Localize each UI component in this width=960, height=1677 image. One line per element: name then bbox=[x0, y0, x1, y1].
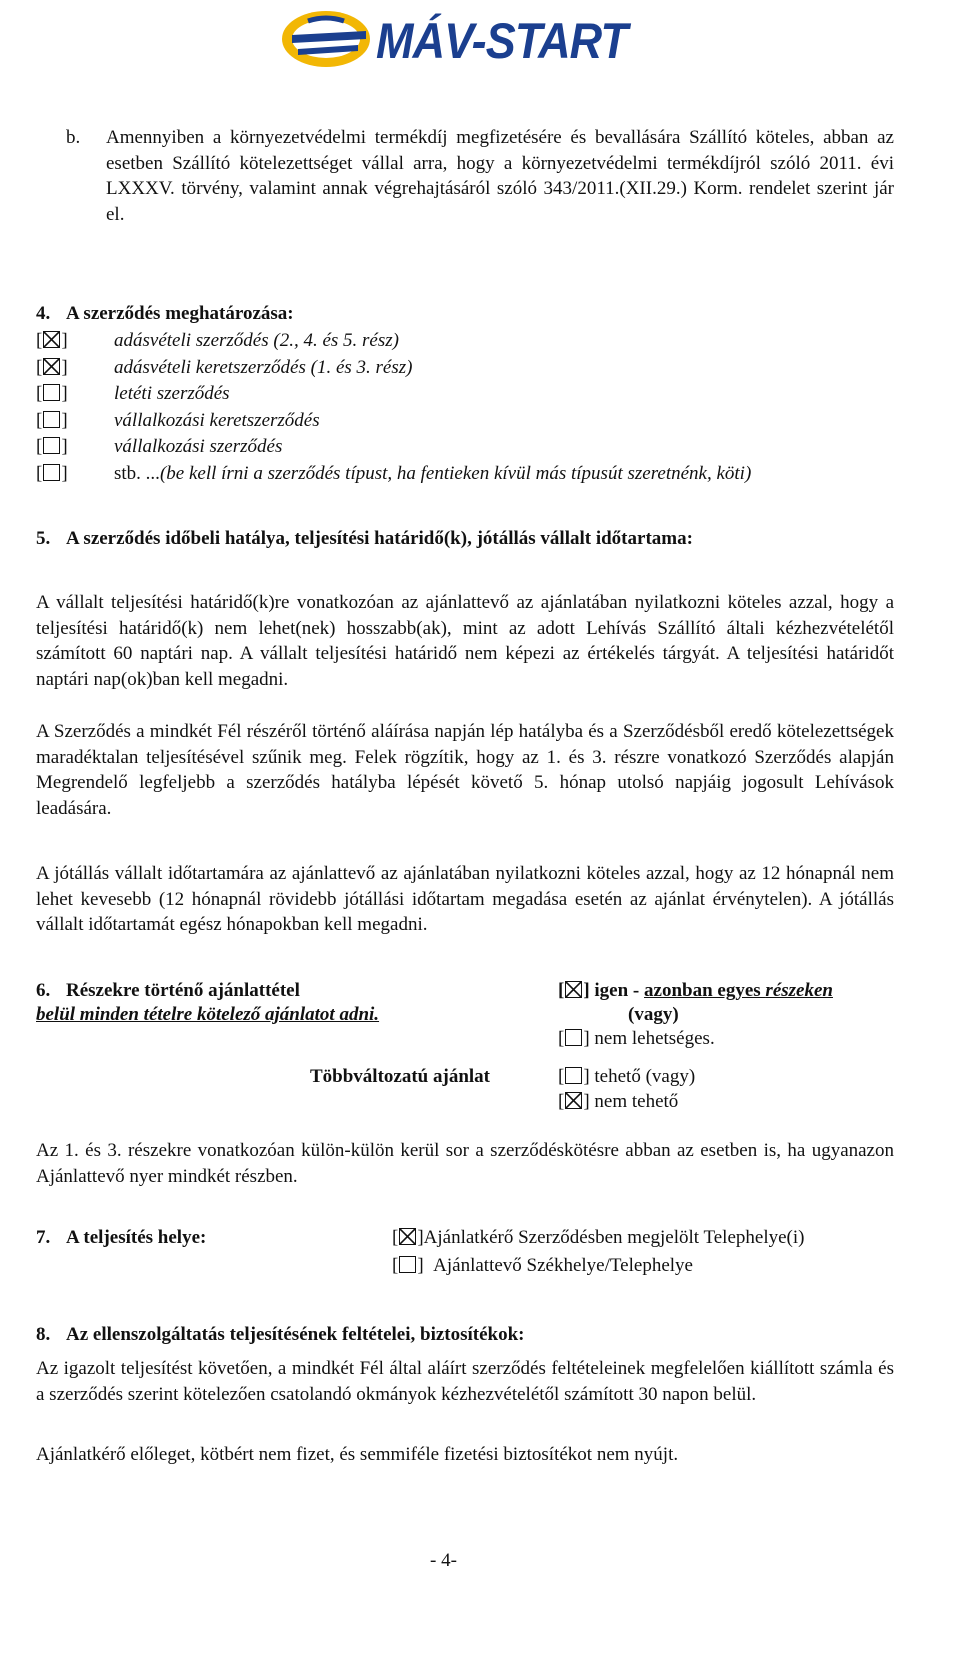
checkbox-checked[interactable] bbox=[43, 331, 60, 348]
part-bid-option-no: [ ] nem lehetséges. bbox=[558, 1028, 715, 1049]
option-label: letéti szerződés bbox=[114, 383, 230, 404]
section-8-number: 8. bbox=[36, 1324, 51, 1345]
item-b-marker: b. bbox=[66, 127, 81, 148]
other-label: (be kell írni a szerződés típust, ha fentieken kívül más típusút szeretnénk, köti) bbox=[159, 463, 752, 484]
multi-variant-title: Többváltozatú ajánlat bbox=[310, 1066, 490, 1087]
vagy-label: (vagy) bbox=[628, 1004, 679, 1025]
page-number: - 4- bbox=[430, 1550, 457, 1571]
option-row-other: [ ] stb. ...(be kell írni a szerződés típust, ha fentieken kívül más típusút szeretnénk, köti) bbox=[36, 463, 752, 484]
place-option-2: [ ] Ajánlattevő Székhelye/Telephelye bbox=[392, 1255, 693, 1276]
checkbox-empty[interactable] bbox=[399, 1256, 416, 1273]
checkbox-empty[interactable] bbox=[43, 464, 60, 481]
option-row: [ ] letéti szerződés bbox=[36, 381, 68, 407]
section-7-number: 7. bbox=[36, 1227, 51, 1248]
checkbox-empty[interactable] bbox=[565, 1067, 582, 1084]
part-bid-option-yes: [ ] igen - azonban egyes részeken bbox=[558, 980, 833, 1001]
other-prefix: stb. ... bbox=[114, 463, 160, 484]
option-row: [ ] vállalkozási szerződés bbox=[36, 434, 68, 460]
logo-text: MÁV-START bbox=[376, 13, 628, 69]
section-8-p1: Az igazolt teljesítést követően, a mindkét Fél által aláírt szerződés feltételeinek megfelelően kiállított számla és a szerződés szerint kötelezően csatolandó okmányok kézhezvételétől számított 30 napon belül. bbox=[36, 1358, 894, 1405]
checkbox-checked[interactable] bbox=[399, 1228, 416, 1245]
section-4-title: A szerződés meghatározása: bbox=[66, 303, 294, 324]
section-5-number: 5. bbox=[36, 528, 51, 549]
section-5-p3: A jótállás vállalt időtartamára az ajánlattevő az ajánlatában nyilatkozni köteles azzal, hogy az 12 hónapnál nem lehet kevesebb (12 hónapnál rövidebb jótállási időtartam megadása esetén az ajánlat érvénytelen). A jótállás vállalt időtartamát egész hónapokban kell megadni. bbox=[36, 863, 894, 935]
option-row: [ ] adásvételi keretszerződés (1. és 3. rész) bbox=[36, 355, 68, 381]
section-6-title: Részekre történő ajánlattétel bbox=[66, 980, 300, 1001]
checkbox-empty[interactable] bbox=[43, 437, 60, 454]
option-label: vállalkozási keretszerződés bbox=[114, 410, 320, 431]
item-b-text: Amennyiben a környezetvédelmi termékdíj megfizetésére és bevallására Szállító köteles, abban az esetben Szállító kötelezettséget vállal arra, hogy a környezetvédelmi termékdíjról szóló 2011. évi LXXXV. törvény, valamint annak végrehajtásáról szóló 343/2011.(XII.29.) Korm. rendelet szerint jár el. bbox=[106, 127, 894, 225]
section-5-p1: A vállalt teljesítési határidő(k)re vonatkozóan az ajánlattevő az ajánlatában nyilatkozni köteles azzal, hogy a teljesítési határidő(k) nem lehet(nek) hosszabb(ak), mint az adott Lehívás Szállító általi kézhezvételétől számított 60 naptári nap. A vállalt teljesítési határidő nem képezi az értékelés tárgyát. A teljesítési határidőt naptári nap(ok)ban kell megadni. bbox=[36, 592, 894, 690]
multi-variant-option-yes: [ ] tehető (vagy) bbox=[558, 1066, 696, 1087]
section-8-title: Az ellenszolgáltatás teljesítésének feltételei, biztosítékok: bbox=[66, 1324, 525, 1345]
section-6-title-line2: belül minden tételre kötelező ajánlatot adni. bbox=[36, 1004, 380, 1025]
section-6-note: Az 1. és 3. részekre vonatkozóan külön-külön kerül sor a szerződéskötésre abban az esetben is, ha ugyanazon Ajánlattevő nyer mindkét részben. bbox=[36, 1140, 894, 1187]
option-label: adásvételi keretszerződés (1. és 3. rész) bbox=[114, 357, 413, 378]
option-row: [ ] adásvételi szerződés (2., 4. és 5. rész) bbox=[36, 328, 68, 354]
section-5-p2: A Szerződés a mindkét Fél részéről történő aláírása napján lép hatályba és a Szerződésből eredő kötelezettségek maradéktalan teljesítésével szűnik meg. Felek rögzítik, hogy az 1. és 3. részre vonatkozó Szerződés alapján Megrendelő legfeljebb a szerződés hatályba lépését követő 5. hónap utolsó napjáig jogosult Lehívások leadására. bbox=[36, 721, 894, 819]
checkbox-empty[interactable] bbox=[43, 384, 60, 401]
checkbox-checked[interactable] bbox=[565, 981, 582, 998]
checkbox-empty[interactable] bbox=[43, 411, 60, 428]
section-8-p2: Ajánlatkérő előleget, kötbért nem fizet, és semmiféle fizetési biztosítékot nem nyújt. bbox=[36, 1444, 679, 1465]
multi-variant-option-no: [ ] nem tehető bbox=[558, 1091, 679, 1112]
option-row: [ ] vállalkozási keretszerződés bbox=[36, 408, 68, 434]
place-option-1: [ ]Ajánlatkérő Szerződésben megjelölt Telephelye(i) bbox=[392, 1227, 805, 1248]
mav-start-logo bbox=[278, 5, 678, 73]
checkbox-checked[interactable] bbox=[565, 1092, 582, 1109]
section-6-number: 6. bbox=[36, 980, 51, 1001]
section-4-number: 4. bbox=[36, 303, 51, 324]
option-label: adásvételi szerződés (2., 4. és 5. rész) bbox=[114, 330, 399, 351]
section-7-title: A teljesítés helye: bbox=[66, 1227, 207, 1248]
checkbox-empty[interactable] bbox=[565, 1029, 582, 1046]
section-5-title: A szerződés időbeli hatálya, teljesítési határidő(k), jótállás vállalt időtartama: bbox=[66, 528, 693, 549]
checkbox-checked[interactable] bbox=[43, 358, 60, 375]
option-label: vállalkozási szerződés bbox=[114, 436, 283, 457]
